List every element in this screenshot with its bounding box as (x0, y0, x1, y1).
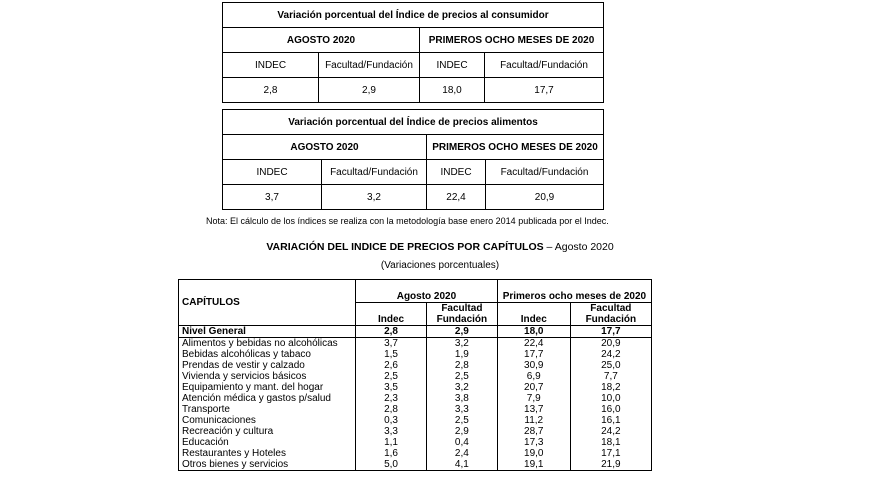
fac-ytd-value: 7,7 (570, 371, 651, 382)
fac-aug-value: 2,8 (426, 360, 497, 371)
indec-aug-value: 3,3 (356, 426, 427, 437)
food-col-fac-ytd: Facultad/Fundación (486, 160, 604, 185)
cpi-col-indec-ytd: INDEC (420, 53, 485, 78)
fac-aug-value: 4,1 (426, 459, 497, 471)
food-value-fac-aug: 3,2 (322, 185, 427, 210)
fac-ytd-value: 17,1 (570, 448, 651, 459)
chapter-name: Restaurantes y Hoteles (179, 448, 356, 459)
fac-ytd-value: 18,2 (570, 382, 651, 393)
fac-ytd-value: 17,7 (570, 326, 651, 338)
chapter-name: Vivienda y servicios básicos (179, 371, 356, 382)
indec-ytd-value: 6,9 (497, 371, 570, 382)
fac-ytd-value: 10,0 (570, 393, 651, 404)
chapter-name: Alimentos y bebidas no alcohólicas (179, 338, 356, 350)
chapter-name: Nivel General (179, 326, 356, 338)
cpi-value-fac-aug: 2,9 (319, 78, 420, 103)
fac-aug-value: 3,2 (426, 382, 497, 393)
indec-aug-value: 1,6 (356, 448, 427, 459)
fac-aug-value: 0,4 (426, 437, 497, 448)
chapters-subtitle: (Variaciones porcentuales) (380, 260, 500, 271)
chapters-title-date: – Agosto 2020 (543, 241, 614, 253)
indec-aug-value: 3,5 (356, 382, 427, 393)
chapter-name: Prendas de vestir y calzado (179, 360, 356, 371)
chapters-col-fac-aug-line2: Fundación (426, 314, 497, 326)
fac-aug-value: 3,3 (426, 404, 497, 415)
fac-aug-value: 2,5 (426, 371, 497, 382)
food-variation-table (222, 109, 604, 210)
indec-ytd-value: 28,7 (497, 426, 570, 437)
indec-ytd-value: 11,2 (497, 415, 570, 426)
fac-aug-value: 2,4 (426, 448, 497, 459)
chapter-name: Educación (179, 437, 356, 448)
cpi-value-fac-ytd: 17,7 (485, 78, 604, 103)
food-value-indec-ytd: 22,4 (427, 185, 486, 210)
methodology-note: Nota: El cálculo de los índices se realiza con la metodología base enero 2014 publicada por el Indec. (206, 216, 609, 226)
indec-ytd-value: 30,9 (497, 360, 570, 371)
food-value-fac-ytd: 20,9 (486, 185, 604, 210)
indec-aug-value: 2,8 (356, 404, 427, 415)
chapters-col-header: CAPÍTULOS (179, 280, 356, 326)
fac-ytd-value: 21,9 (570, 459, 651, 471)
fac-aug-value: 3,8 (426, 393, 497, 404)
table-row (179, 382, 652, 393)
indec-aug-value: 3,7 (356, 338, 427, 350)
table-row (179, 404, 652, 415)
chapters-group-august: Agosto 2020 (356, 280, 498, 303)
chapter-name: Otros bienes y servicios (179, 459, 356, 471)
indec-ytd-value: 17,7 (497, 349, 570, 360)
table-row (179, 371, 652, 382)
fac-ytd-value: 16,0 (570, 404, 651, 415)
table-row (179, 415, 652, 426)
table-row (179, 338, 652, 350)
cpi-col-fac-ytd: Facultad/Fundación (485, 53, 604, 78)
indec-ytd-value: 22,4 (497, 338, 570, 350)
chapters-col-indec-ytd: Indec (497, 303, 570, 326)
indec-aug-value: 1,5 (356, 349, 427, 360)
fac-ytd-value: 25,0 (570, 360, 651, 371)
food-group-eight-months: PRIMEROS OCHO MESES DE 2020 (427, 135, 604, 160)
chapters-title-bold: VARIACIÓN DEL INDICE DE PRECIOS POR CAPÍTULOS (266, 241, 544, 253)
indec-aug-value: 2,3 (356, 393, 427, 404)
food-group-august: AGOSTO 2020 (223, 135, 427, 160)
chapter-name: Transporte (179, 404, 356, 415)
indec-ytd-value: 18,0 (497, 326, 570, 338)
indec-aug-value: 2,5 (356, 371, 427, 382)
indec-aug-value: 0,3 (356, 415, 427, 426)
table-row (179, 459, 652, 471)
fac-ytd-value: 20,9 (570, 338, 651, 350)
table-row (179, 349, 652, 360)
chapters-col-fac-aug-line1: Facultad (426, 303, 497, 315)
cpi-value-indec-ytd: 18,0 (420, 78, 485, 103)
chapter-name: Atención médica y gastos p/salud (179, 393, 356, 404)
chapters-col-indec-aug: Indec (356, 303, 427, 326)
indec-aug-value: 2,8 (356, 326, 427, 338)
indec-ytd-value: 19,1 (497, 459, 570, 471)
cpi-value-indec-aug: 2,8 (223, 78, 319, 103)
indec-ytd-value: 19,0 (497, 448, 570, 459)
table-row (179, 437, 652, 448)
indec-aug-value: 2,6 (356, 360, 427, 371)
table-row-nivel-general (179, 326, 652, 338)
indec-ytd-value: 13,7 (497, 404, 570, 415)
cpi-group-eight-months: PRIMEROS OCHO MESES DE 2020 (420, 28, 604, 53)
indec-aug-value: 5,0 (356, 459, 427, 471)
cpi-variation-table (222, 2, 604, 103)
cpi-col-fac-aug: Facultad/Fundación (319, 53, 420, 78)
chapters-col-fac-ytd-line1: Facultad (570, 303, 651, 315)
table-row (179, 426, 652, 437)
table-row (179, 360, 652, 371)
cpi-col-indec-aug: INDEC (223, 53, 319, 78)
indec-ytd-value: 7,9 (497, 393, 570, 404)
chapter-name: Bebidas alcohólicas y tabaco (179, 349, 356, 360)
fac-ytd-value: 24,2 (570, 426, 651, 437)
cpi-group-august: AGOSTO 2020 (223, 28, 420, 53)
food-table-title: Variación porcentual del Índice de precios alimentos (223, 110, 604, 135)
food-col-indec-aug: INDEC (223, 160, 322, 185)
fac-aug-value: 2,5 (426, 415, 497, 426)
fac-aug-value: 2,9 (426, 426, 497, 437)
fac-aug-value: 3,2 (426, 338, 497, 350)
fac-ytd-value: 24,2 (570, 349, 651, 360)
indec-ytd-value: 17,3 (497, 437, 570, 448)
table-row (179, 393, 652, 404)
fac-ytd-value: 18,1 (570, 437, 651, 448)
indec-aug-value: 1,1 (356, 437, 427, 448)
chapters-col-fac-ytd-line2: Fundación (570, 314, 651, 326)
chapter-name: Recreación y cultura (179, 426, 356, 437)
fac-aug-value: 1,9 (426, 349, 497, 360)
chapter-name: Comunicaciones (179, 415, 356, 426)
food-col-indec-ytd: INDEC (427, 160, 486, 185)
indec-ytd-value: 20,7 (497, 382, 570, 393)
fac-ytd-value: 16,1 (570, 415, 651, 426)
fac-aug-value: 2,9 (426, 326, 497, 338)
food-value-indec-aug: 3,7 (223, 185, 322, 210)
chapter-name: Equipamiento y mant. del hogar (179, 382, 356, 393)
food-col-fac-aug: Facultad/Fundación (322, 160, 427, 185)
chapters-title (0, 241, 880, 253)
table-row (179, 448, 652, 459)
chapters-table (178, 279, 652, 471)
chapters-group-eight-months: Primeros ocho meses de 2020 (497, 280, 651, 303)
cpi-table-title: Variación porcentual del Índice de precios al consumidor (223, 3, 604, 28)
